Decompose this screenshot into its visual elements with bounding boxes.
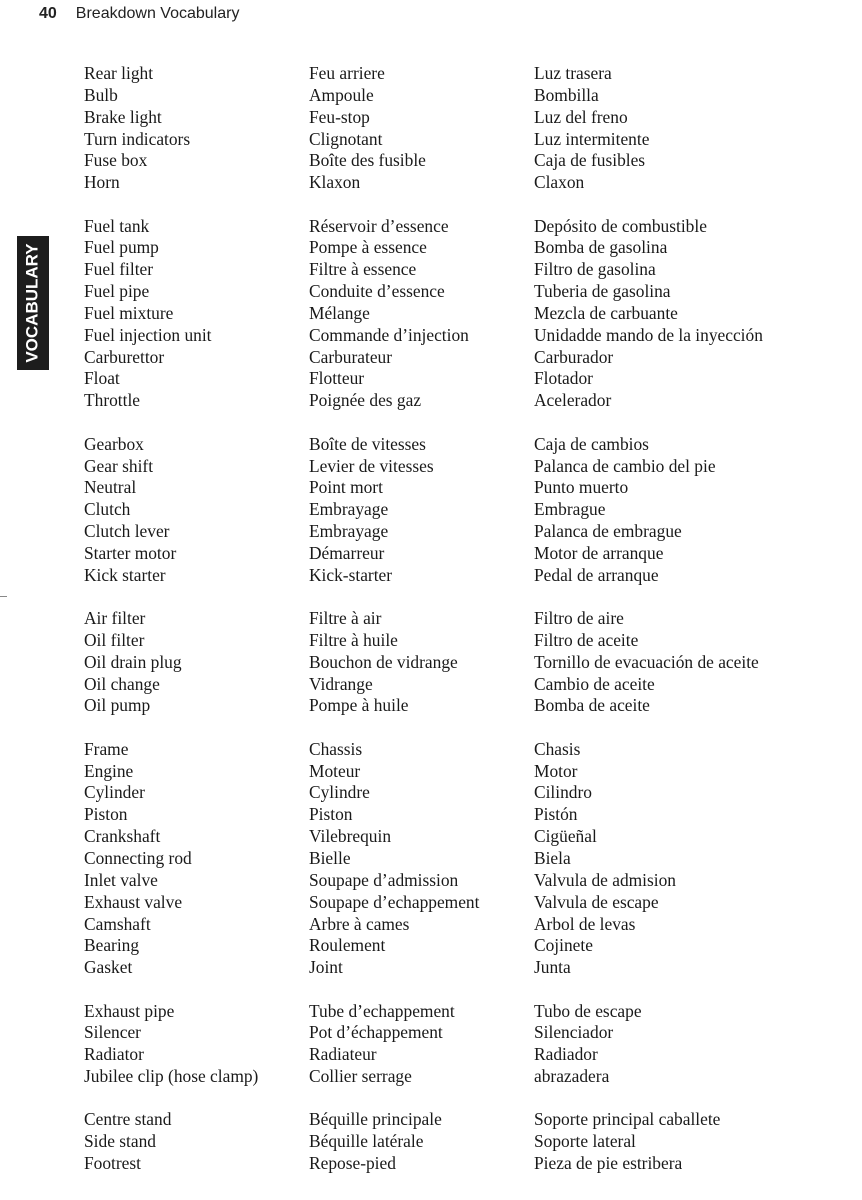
term-english: Brake light [84,106,162,127]
vocab-row [84,281,854,303]
term-french: Radiateur [309,1044,377,1065]
term-english: Clutch [84,499,131,520]
term-french: Béquille principale [309,1109,442,1130]
term-spanish: Biela [534,848,571,868]
term-french: Flotteur [309,368,365,389]
term-english: Oil filter [84,629,145,650]
term-english: Kick starter [84,564,166,585]
term-spanish: Palanca de embrague [534,521,682,542]
term-english: Horn [84,172,120,193]
vocab-row [84,761,854,783]
term-english: Oil pump [84,695,151,716]
term-english: Float [84,368,120,389]
term-french: Bielle [309,848,351,868]
vocab-row [84,259,854,281]
term-spanish: Valvula de escape [534,891,659,912]
section-title: Breakdown Vocabulary [75,5,240,22]
term-english: Jubilee clip (hose clamp) [84,1066,259,1087]
page-number: 40 [39,5,57,22]
term-french: Pompe à huile [309,695,409,716]
term-french: Arbre à cames [309,913,410,934]
term-spanish: Claxon [534,172,585,193]
term-french: Mélange [309,302,370,323]
term-spanish: Motor de arranque [534,542,664,563]
term-french: Filtre à air [309,608,382,629]
term-french: Piston [309,804,353,825]
vocab-group [84,434,854,587]
term-spanish: Unidadde mando de la inyección [534,324,763,345]
term-spanish: Motor [534,760,578,781]
side-tab-label: VOCABULARY [23,243,43,363]
term-french: Boîte des fusible [309,150,426,171]
vocab-row [84,1153,854,1175]
vocab-row [84,63,854,85]
term-french: Cylindre [309,782,370,803]
vocab-row [84,1109,854,1131]
term-english: Side stand [84,1131,156,1152]
term-spanish: Filtro de gasolina [534,259,656,280]
term-english: Gearbox [84,433,144,454]
vocabulary-table [84,63,854,1196]
term-spanish: Flotador [534,368,593,389]
term-english: Fuel injection unit [84,324,212,345]
vocab-row [84,870,854,892]
term-spanish: Soporte principal caballete [534,1109,721,1130]
term-french: Bouchon de vidrange [309,651,458,672]
term-french: Feu arriere [309,63,385,83]
term-french: Feu-stop [309,106,370,127]
term-spanish: Cojinete [534,935,593,956]
term-english: Throttle [84,390,141,411]
vocab-row [84,237,854,259]
vocab-row [84,1022,854,1044]
term-french: Embrayage [309,499,389,520]
vocab-row [84,739,854,761]
term-french: Clignotant [309,128,383,149]
vocab-row [84,456,854,478]
term-english: Fuel mixture [84,302,174,323]
term-english: Connecting rod [84,848,192,868]
term-spanish: Arbol de levas [534,913,636,934]
term-spanish: Junta [534,957,571,978]
vocab-row [84,521,854,543]
term-english: Bearing [84,935,140,956]
vocab-row [84,543,854,565]
page-header [39,5,239,27]
term-french: Klaxon [309,172,361,193]
vocab-row [84,1044,854,1066]
term-french: Démarreur [309,542,385,563]
vocab-row [84,608,854,630]
term-french: Vilebrequin [309,826,392,847]
vocab-row [84,325,854,347]
term-french: Roulement [309,935,386,956]
term-spanish: Acelerador [534,390,612,411]
term-french: Tube d’echappement [309,1000,455,1021]
term-french: Béquille latérale [309,1131,424,1152]
term-spanish: Luz intermitente [534,128,650,149]
term-english: Oil change [84,673,160,694]
term-english: Turn indicators [84,128,191,149]
term-french: Commande d’injection [309,324,469,345]
term-spanish: Embrague [534,499,606,520]
term-spanish: Bomba de gasolina [534,237,668,258]
term-english: Starter motor [84,542,177,563]
term-french: Conduite d’essence [309,281,445,302]
vocab-row [84,630,854,652]
vocab-row [84,914,854,936]
vocab-row [84,390,854,412]
term-spanish: Cilindro [534,782,592,803]
vocab-group [84,216,854,413]
term-english: Silencer [84,1022,141,1043]
term-french: Repose-pied [309,1153,396,1174]
term-english: Cylinder [84,782,145,803]
term-spanish: Tubo de escape [534,1000,642,1021]
vocab-row [84,957,854,979]
term-spanish: Pistón [534,804,578,825]
term-french: Soupape d’admission [309,869,459,890]
term-french: Carburateur [309,346,393,367]
vocab-row [84,434,854,456]
term-spanish: Bombilla [534,84,599,105]
vocab-row [84,804,854,826]
term-spanish: Tornillo de evacuación de aceite [534,651,759,672]
term-spanish: Luz del freno [534,106,628,127]
vocab-row [84,347,854,369]
term-french: Réservoir d’essence [309,215,449,236]
term-english: Exhaust valve [84,891,183,912]
term-spanish: Pedal de arranque [534,564,659,585]
vocab-row [84,848,854,870]
term-french: Chassis [309,738,363,759]
term-english: Fuel filter [84,259,154,280]
term-spanish: Cigüeñal [534,826,597,847]
vocab-row [84,368,854,390]
term-english: Fuel pump [84,237,159,258]
term-spanish: Filtro de aire [534,608,624,629]
term-spanish: Filtro de aceite [534,629,639,650]
vocab-row [84,826,854,848]
vocab-row [84,892,854,914]
term-english: Engine [84,760,134,781]
vocab-row [84,674,854,696]
term-spanish: Radiador [534,1044,598,1065]
term-spanish: Carburador [534,346,614,367]
term-spanish: Silenciador [534,1022,614,1043]
term-english: Neutral [84,477,137,498]
vocab-row [84,499,854,521]
term-french: Poignée des gaz [309,390,422,411]
vocab-row [84,1066,854,1088]
term-french: Joint [309,957,343,978]
term-spanish: Punto muerto [534,477,629,498]
term-french: Kick-starter [309,564,393,585]
term-english: Fuel tank [84,215,150,236]
term-english: Carburettor [84,346,165,367]
term-spanish: Tuberia de gasolina [534,281,671,302]
term-english: Gasket [84,957,133,978]
term-english: Inlet valve [84,869,158,890]
term-french: Point mort [309,477,383,498]
term-spanish: Soporte lateral [534,1131,636,1152]
vocab-row [84,85,854,107]
term-english: Frame [84,738,129,759]
term-english: Centre stand [84,1109,172,1130]
term-spanish: Palanca de cambio del pie [534,455,716,476]
term-french: Filtre à huile [309,629,398,650]
term-french: Pompe à essence [309,237,427,258]
term-english: Gear shift [84,455,154,476]
vocab-row [84,477,854,499]
term-french: Ampoule [309,84,374,105]
term-english: Bulb [84,84,118,105]
term-french: Levier de vitesses [309,455,434,476]
term-spanish: Caja de cambios [534,433,649,454]
term-english: Camshaft [84,913,151,934]
vocab-row [84,935,854,957]
term-english: Footrest [84,1153,142,1174]
vocab-group [84,63,854,194]
term-french: Boîte de vitesses [309,433,426,454]
term-spanish: Valvula de admision [534,869,676,890]
term-french: Soupape d’echappement [309,891,480,912]
term-french: Collier serrage [309,1066,412,1087]
term-spanish: Caja de fusibles [534,150,646,171]
term-spanish: Pieza de pie estribera [534,1153,683,1174]
term-english: Piston [84,804,128,825]
vocab-group [84,1109,854,1175]
vocab-row [84,1131,854,1153]
term-french: Moteur [309,760,361,781]
term-english: Radiator [84,1044,144,1065]
vocab-group [84,739,854,979]
term-spanish: Bomba de aceite [534,695,650,716]
term-english: Rear light [84,63,154,83]
vocab-row [84,150,854,172]
term-english: Air filter [84,608,146,629]
vocab-group [84,608,854,717]
vocab-row [84,107,854,129]
term-english: Fuse box [84,150,148,171]
vocab-row [84,129,854,151]
term-spanish: Luz trasera [534,63,612,83]
vocabulary-side-tab [17,236,49,370]
term-spanish: Cambio de aceite [534,673,655,694]
term-spanish: Depósito de combustible [534,215,707,236]
vocab-row [84,172,854,194]
term-french: Pot d’échappement [309,1022,443,1043]
term-spanish: Chasis [534,738,581,759]
term-spanish: abrazadera [534,1066,610,1087]
vocab-row [84,652,854,674]
term-english: Exhaust pipe [84,1000,175,1021]
term-english: Clutch lever [84,521,170,542]
vocab-row [84,782,854,804]
term-french: Filtre à essence [309,259,417,280]
vocab-row [84,216,854,238]
vocab-row [84,303,854,325]
edge-mark [0,596,7,597]
term-english: Crankshaft [84,826,161,847]
term-french: Embrayage [309,521,389,542]
term-english: Fuel pipe [84,281,150,302]
vocab-row [84,1001,854,1023]
vocab-row [84,565,854,587]
term-french: Vidrange [309,673,373,694]
vocab-row [84,695,854,717]
vocab-group [84,1001,854,1088]
term-english: Oil drain plug [84,651,182,672]
term-spanish: Mezcla de carbuante [534,302,678,323]
